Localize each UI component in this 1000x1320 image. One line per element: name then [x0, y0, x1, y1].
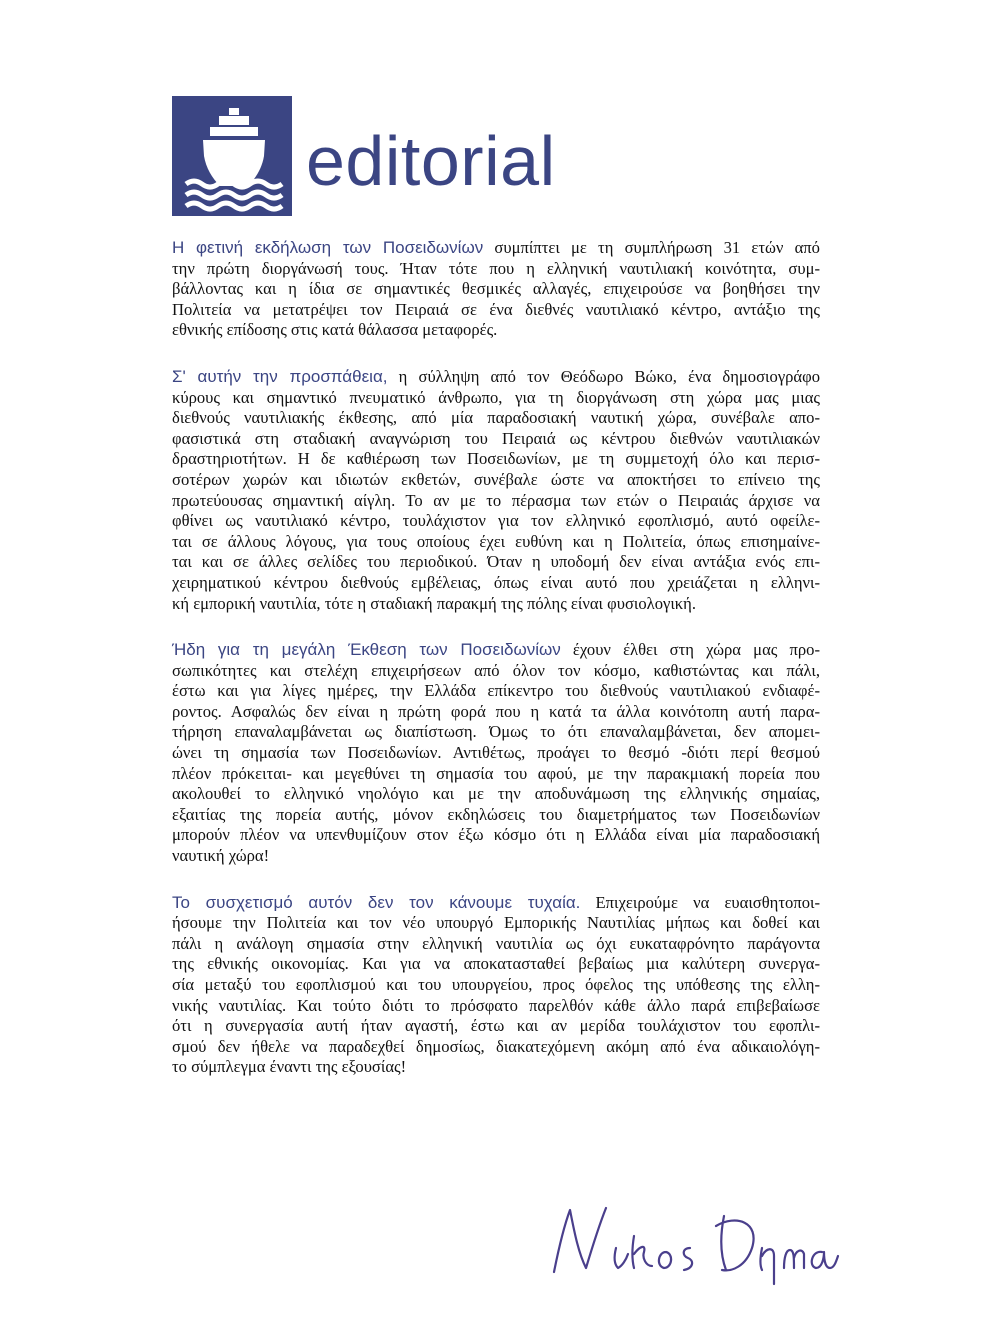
text-line: κύρους και σημαντικό πνευματικό άνθρωπο, για τη διοργάνωση στη χώρα μας μιας	[172, 387, 820, 407]
paragraph-1	[172, 238, 820, 341]
paragraph-lead: Ήδη για τη μεγάλη Έκθεση των Ποσειδωνίων	[172, 640, 561, 660]
text-line: βάλλοντας και η ίδια σε σημαντικές θεσμικές αλλαγές, επιχειρούσε να βοηθήσει την	[172, 279, 820, 299]
text-line: συμπίπτει με τη συμπλήρωση 31 ετών από	[483, 238, 820, 257]
text-line: δραστηριοτήτων. Η δε καθιέρωση των Ποσειδωνίων, με τη συμμετοχή όλο και περισ-	[172, 449, 820, 469]
ship-logo	[172, 96, 292, 216]
text-line: ται σε άλλους λόγους, για τους οποίους έχει ευθύνη και η Πολιτεία, όπως επισημαίνε-	[172, 531, 820, 551]
text-line: έχουν έλθει στη χώρα μας προ-	[560, 640, 820, 660]
text-line: εθνικής επίδοσης στις κατά θάλασσα μεταφορές.	[172, 320, 498, 340]
editorial-body	[172, 238, 820, 1104]
text-line: πρωτεύουσας σημαντική αίγλη. Το αν με το πέρασμα των ετών ο Πειραιάς άρχισε να	[172, 490, 820, 510]
paragraph-2	[172, 367, 820, 614]
ship-icon	[172, 96, 292, 216]
text-line: νικής ναυτιλίας. Και τούτο διότι το πρόσφατο παρελθόν κάθε άλλο παρά επιβεβαίωσε	[172, 995, 820, 1015]
text-line: η σύλληψη από τον Θεόδωρο Βώκο, ένα δημοσιογράφο	[387, 366, 820, 386]
text-line: ροντος. Ασφαλώς δεν είναι η πρώτη φορά που η κατά τα άλλα κοινότοπη αυτή παρα-	[172, 701, 820, 721]
text-line: κή εμπορική ναυτιλία, τότε η σταδιακή παρακμή της πόλης είναι φυσιολογική.	[172, 593, 696, 613]
text-line: το σύμπλεγμα έναντι της εξουσίας!	[172, 1057, 407, 1077]
paragraph-lead: Σ' αυτήν την προσπάθεια,	[172, 366, 388, 386]
text-line: Επιχειρούμε να ευαισθητοποι-	[580, 892, 820, 912]
paragraph-4	[172, 893, 820, 1078]
paragraph-3	[172, 640, 820, 867]
text-line: πλέον πρόκειται- και μεγεθύνει τη σημασία του αφού, με την παρακμιακή πορεία που	[172, 763, 820, 783]
paragraph-lead: Το συσχετισμό αυτόν δεν τον κάνουμε τυχαία.	[172, 892, 581, 912]
text-line: ται και σε άλλες σελίδες του περιοδικού. Όταν η υποδομή δεν είναι αντάξια ενός επι-	[172, 552, 820, 572]
text-line: ώνει τη σημασία των Ποσειδωνίων. Αντιθέτως, προάγει το θεσμό -διότι περί θεσμού	[172, 743, 820, 763]
text-line: έστω και για λίγες ημέρες, την Ελλάδα επίκεντρο του διεθνούς ναυτιλιακού ενδιαφέ-	[172, 681, 820, 701]
text-line: την πρώτη διοργάνωσή τους. Ήταν τότε που η ελληνική ναυτιλιακή κοινότητα, συμ-	[172, 258, 820, 278]
handwritten-signature	[540, 1196, 840, 1286]
text-line: ναυτική χώρα!	[172, 846, 270, 866]
text-line: φασιστικά στη σταδιακή αναγνώριση του Πειραιά ως κέντρου διεθνών ναυτιλιακών	[172, 428, 820, 448]
text-line: εξαιτίας της πορεία αυτής, μόνον εκδηλώσεις του διαμετρήματος των Ποσειδωνίων	[172, 804, 820, 824]
text-line: ήσουμε την Πολιτεία και τον νέο υπουργό Εμπορικής Ναυτιλίας μήπως και δοθεί και	[172, 913, 820, 933]
text-line: σοτέρων χωρών και ιδιωτών εκθετών, συνέβαλε ώστε να αποκτήσει το επίνειο της	[172, 469, 820, 489]
text-line: μπορούν πλέον να υπενθυμίζουν στον έξω κόσμο ότι η Ελλάδα είναι μία παραδοσιακή	[172, 825, 820, 845]
page-title: editorial	[306, 122, 556, 200]
text-line: πάλι η ανάλογη σημασία στην ελληνική ναυτιλία ως όχι ευκαταφρόνητο παράγοντα	[172, 933, 820, 953]
text-line: σωπικότητες και στελέχη επιχειρήσεων από όλον τον κόσμο, καθιστώντας και πάλι,	[172, 660, 820, 680]
text-line: διεθνούς ναυτιλιακής έκθεσης, από μία παραδοσιακή ναυτική χώρα, συνέβαλε απο-	[172, 408, 820, 428]
signature-text: Νίκος Δήμα	[540, 1196, 545, 1197]
text-line: σμού δεν ήθελε να παραδεχθεί δημοσίως, διακατεχόμενη ακόμη από ένα αδικαιολόγη-	[172, 1036, 820, 1056]
text-line: φθίνει ως ναυτιλιακό κέντρο, τουλάχιστον για τον ελληνικό εφοπλισμό, αυτό οφείλε-	[172, 511, 820, 531]
text-line: χειρηματικού κέντρου διεθνούς εμβέλειας, όπως είναι αυτό που χρειάζεται η ελληνι-	[172, 572, 820, 592]
text-line: σία μεταξύ του εφοπλισμού και του υπουργείου, προς όφελος της υπόθεσης της ελλη-	[172, 975, 820, 994]
text-line: τήρηση επαναλαμβάνεται ως διαπίστωση. Όμως το ότι επαναλαμβάνεται, δεν απομει-	[172, 722, 820, 742]
text-line: της εθνικής οικονομίας. Και για να αποκατασταθεί βεβαίως μια καλύτερη συνεργα-	[172, 954, 820, 974]
text-line: ακολουθεί το ελληνικό νηολόγιο και με την αποδυνάμωση της ελληνικής σημαίας,	[172, 784, 820, 804]
text-line: Πολιτεία να μετατρέψει τον Πειραιά σε ένα διεθνές ναυτιλιακό κέντρο, αντάξιο της	[172, 299, 820, 319]
text-line: ότι η συνεργασία αυτή ήταν αγαστή, έστω και αν μερίδα τουλάχιστον του εφοπλι-	[172, 1016, 820, 1036]
paragraph-lead: Η φετινή εκδήλωση των Ποσειδωνίων	[172, 238, 484, 257]
